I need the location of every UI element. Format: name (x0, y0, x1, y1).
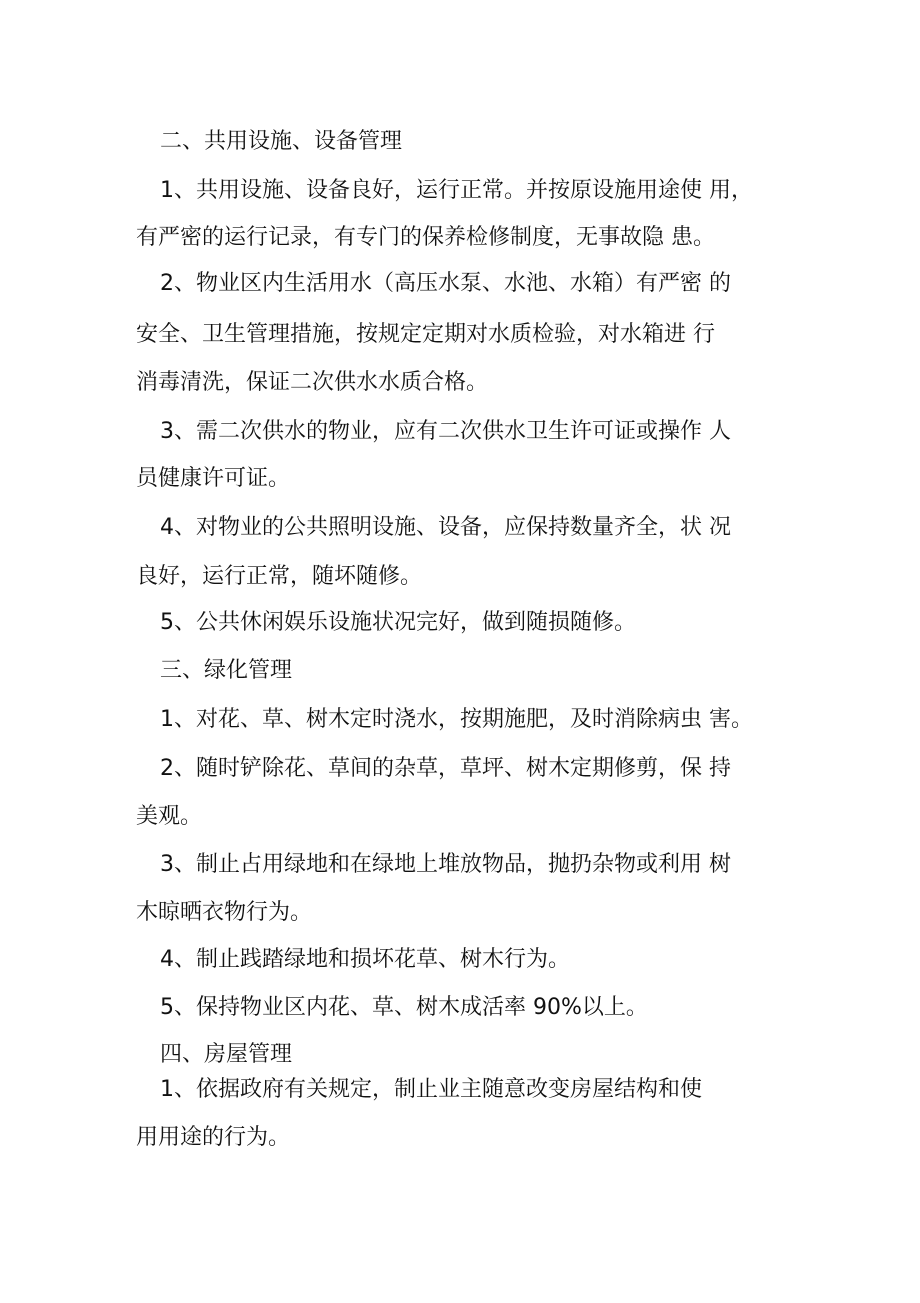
section-heading: 三、绿化管理 (160, 658, 293, 683)
paragraph-line: 有严密的运行记录，有专门的保养检修制度，无事故隐 患。 (136, 225, 715, 250)
section-heading: 四、房屋管理 (160, 1042, 293, 1067)
paragraph-line: 员健康许可证。 (136, 466, 291, 491)
paragraph-line: 良好，运行正常，随坏随修。 (136, 564, 423, 589)
paragraph-line: 用用途的行为。 (136, 1125, 291, 1150)
paragraph-line: 美观。 (136, 804, 203, 829)
paragraph-line: 1、共用设施、设备良好，运行正常。并按原设施用途使 用， (160, 178, 753, 203)
paragraph-line: 3、制止占用绿地和在绿地上堆放物品，抛扔杂物或利用 树 (160, 852, 731, 877)
paragraph-line: 4、制止践踏绿地和损坏花草、树木行为。 (160, 947, 570, 972)
paragraph-line: 2、物业区内生活用水（高压水泵、水池、水箱）有严密 的 (160, 271, 731, 296)
paragraph-line: 3、需二次供水的物业，应有二次供水卫生许可证或操作 人 (160, 419, 731, 444)
paragraph-line: 2、随时铲除花、草间的杂草，草坪、树木定期修剪，保 持 (160, 756, 731, 781)
paragraph-line: 1、依据政府有关规定，制止业主随意改变房屋结构和使 (160, 1077, 702, 1102)
section-heading: 二、共用设施、设备管理 (160, 129, 403, 154)
paragraph-line: 5、保持物业区内花、草、树木成活率 90%以上。 (160, 995, 648, 1020)
paragraph-line: 安全、卫生管理措施，按规定定期对水质检验，对水箱进 行 (136, 322, 715, 347)
paragraph-line: 消毒清洗，保证二次供水水质合格。 (136, 370, 489, 395)
paragraph-line: 1、对花、草、树木定时浇水，按期施肥，及时消除病虫 害。 (160, 707, 753, 732)
paragraph-line: 4、对物业的公共照明设施、设备，应保持数量齐全，状 况 (160, 515, 731, 540)
paragraph-line: 5、公共休闲娱乐设施状况完好，做到随损随修。 (160, 610, 636, 635)
paragraph-line: 木晾晒衣物行为。 (136, 900, 313, 925)
